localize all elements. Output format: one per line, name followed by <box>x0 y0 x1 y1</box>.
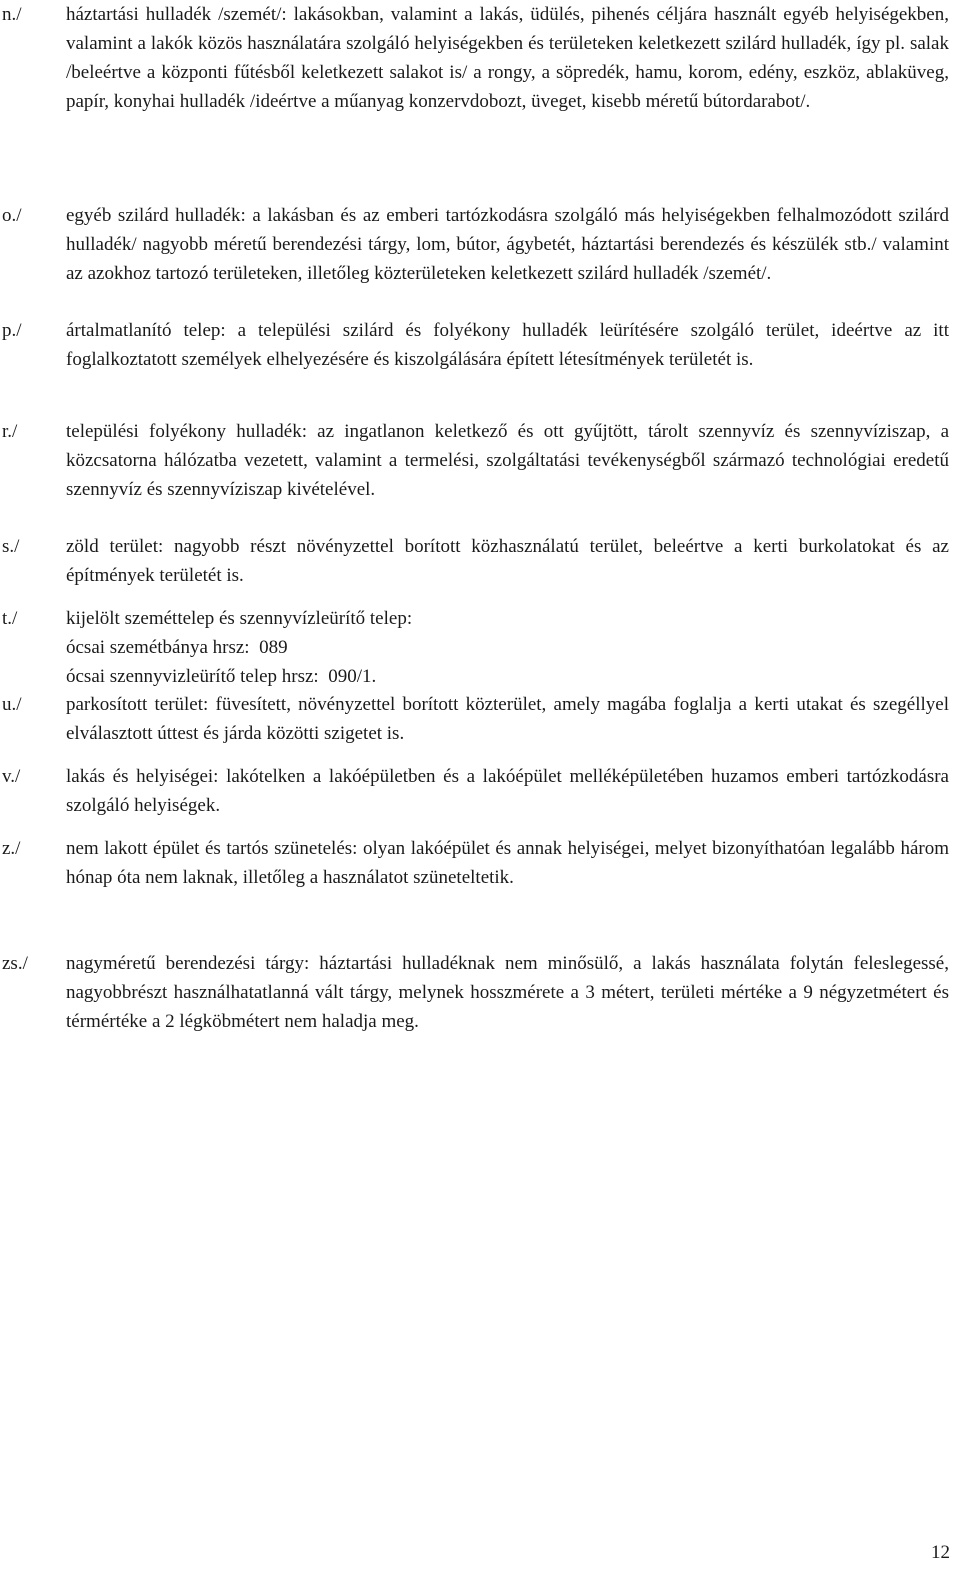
entry-paragraph: háztartási hulladék /szemét/: lakásokban, valamint a lakás, üdülés, pihenés céljára használt egyéb helyiségekben, valamint a lakók közös használatára szolgáló helyiségekben és területeken keletkezett szilárd hulladék, így pl. salak /beleértve a központi fűtésből keletkezett salakot is/ a rongy, a söpredék, hamu, korom, edény, eszköz, ablaküveg, papír, konyhai hulladék /ideértve a műanyag konzervdobozt, üveget, kisebb méretű bútordarabot/. <box>66 4 949 112</box>
entry-label: z./ <box>2 838 21 859</box>
entry-line: kijelölt szeméttelep és szennyvízleürítő telep: <box>66 608 413 629</box>
entry-text <box>66 690 949 748</box>
entry-text <box>66 834 949 892</box>
definition-entry-z <box>0 834 949 892</box>
page-number: 12 <box>931 1542 950 1563</box>
entry-label: u./ <box>2 694 22 715</box>
definition-entry-zs <box>0 949 949 1036</box>
entry-text <box>66 762 949 820</box>
entry-label: t./ <box>2 608 18 629</box>
definition-entry-v <box>0 762 949 820</box>
entry-paragraph: lakás és helyiségei: lakótelken a lakóépületben és a lakóépület melléképületében huzamos emberi tartózkodásra szolgáló helyiségek. <box>66 766 949 816</box>
entry-line: ócsai szemétbánya hrsz: 089 <box>66 637 288 658</box>
definition-entry-t <box>0 604 949 691</box>
entry-paragraph: ártalmatlanító telep: a települési szilárd és folyékony hulladék leürítésére szolgáló terület, ideértve az itt foglalkoztatott személyek elhelyezésére és kiszolgálására épített létesítmények területét is. <box>66 320 949 370</box>
definition-entry-p <box>0 316 949 374</box>
entry-text <box>66 417 949 504</box>
entry-text <box>66 316 949 374</box>
entry-label: r./ <box>2 421 18 442</box>
entry-text <box>66 201 949 288</box>
entry-text <box>66 0 949 116</box>
entry-label: v./ <box>2 766 21 787</box>
entry-paragraph: parkosított terület: füvesített, növényzettel borított közterület, amely magába foglalja a kerti utakat és szegéllyel elválasztott úttest és járda közötti szigetet is. <box>66 694 949 744</box>
entry-paragraph: nagyméretű berendezési tárgy: háztartási hulladéknak nem minősülő, a lakás használata folytán feleslegessé, nagyobbrészt használhatatlanná vált tárgy, melynek hosszmérete a 3 métert, területi mértéke a 9 négyzetmétert és térmértéke a 2 légköbmétert nem haladja meg. <box>66 953 949 1032</box>
entry-label: s./ <box>2 536 20 557</box>
entry-label: n./ <box>2 4 22 25</box>
definition-entry-o <box>0 201 949 288</box>
entry-paragraph: egyéb szilárd hulladék: a lakásban és az emberi tartózkodásra szolgáló más helyiségekben felhalmozódott szilárd hulladék/ nagyobb méretű berendezési tárgy, lom, bútor, ágybetét, háztartási berendezés és készülék stb./ valamint az azokhoz tartozó területeken, illetőleg közterületeken keletkezett szilárd hulladék /szemét/. <box>66 205 949 284</box>
entry-line: ócsai szennyvizleürítő telep hrsz: 090/1. <box>66 666 377 687</box>
entry-label: o./ <box>2 205 22 226</box>
entry-label: zs./ <box>2 953 28 974</box>
definition-entry-r <box>0 417 949 504</box>
definition-entry-n <box>0 0 949 116</box>
entry-text <box>66 949 949 1036</box>
entry-text <box>66 604 949 691</box>
entry-paragraph: nem lakott épület és tartós szünetelés: olyan lakóépület és annak helyiségei, melyet bizonyíthatóan legalább három hónap óta nem laknak, illetőleg a használatot szüneteltetik. <box>66 838 949 888</box>
entry-label: p./ <box>2 320 22 341</box>
definition-entry-s <box>0 532 949 590</box>
definition-entry-u <box>0 690 949 748</box>
entry-text <box>66 532 949 590</box>
entry-paragraph: települési folyékony hulladék: az ingatlanon keletkező és ott gyűjtött, tárolt szennyvíz és szennyvíziszap, a közcsatorna hálózatba vezetett, valamint a termelési, szolgáltatási tevékenységből származó technológiai eredetű szennyvíz és szennyvíziszap kivételével. <box>66 421 949 500</box>
entry-paragraph: zöld terület: nagyobb részt növényzettel borított közhasználatú terület, beleértve a kerti burkolatokat és az építmények területét is. <box>66 536 949 586</box>
